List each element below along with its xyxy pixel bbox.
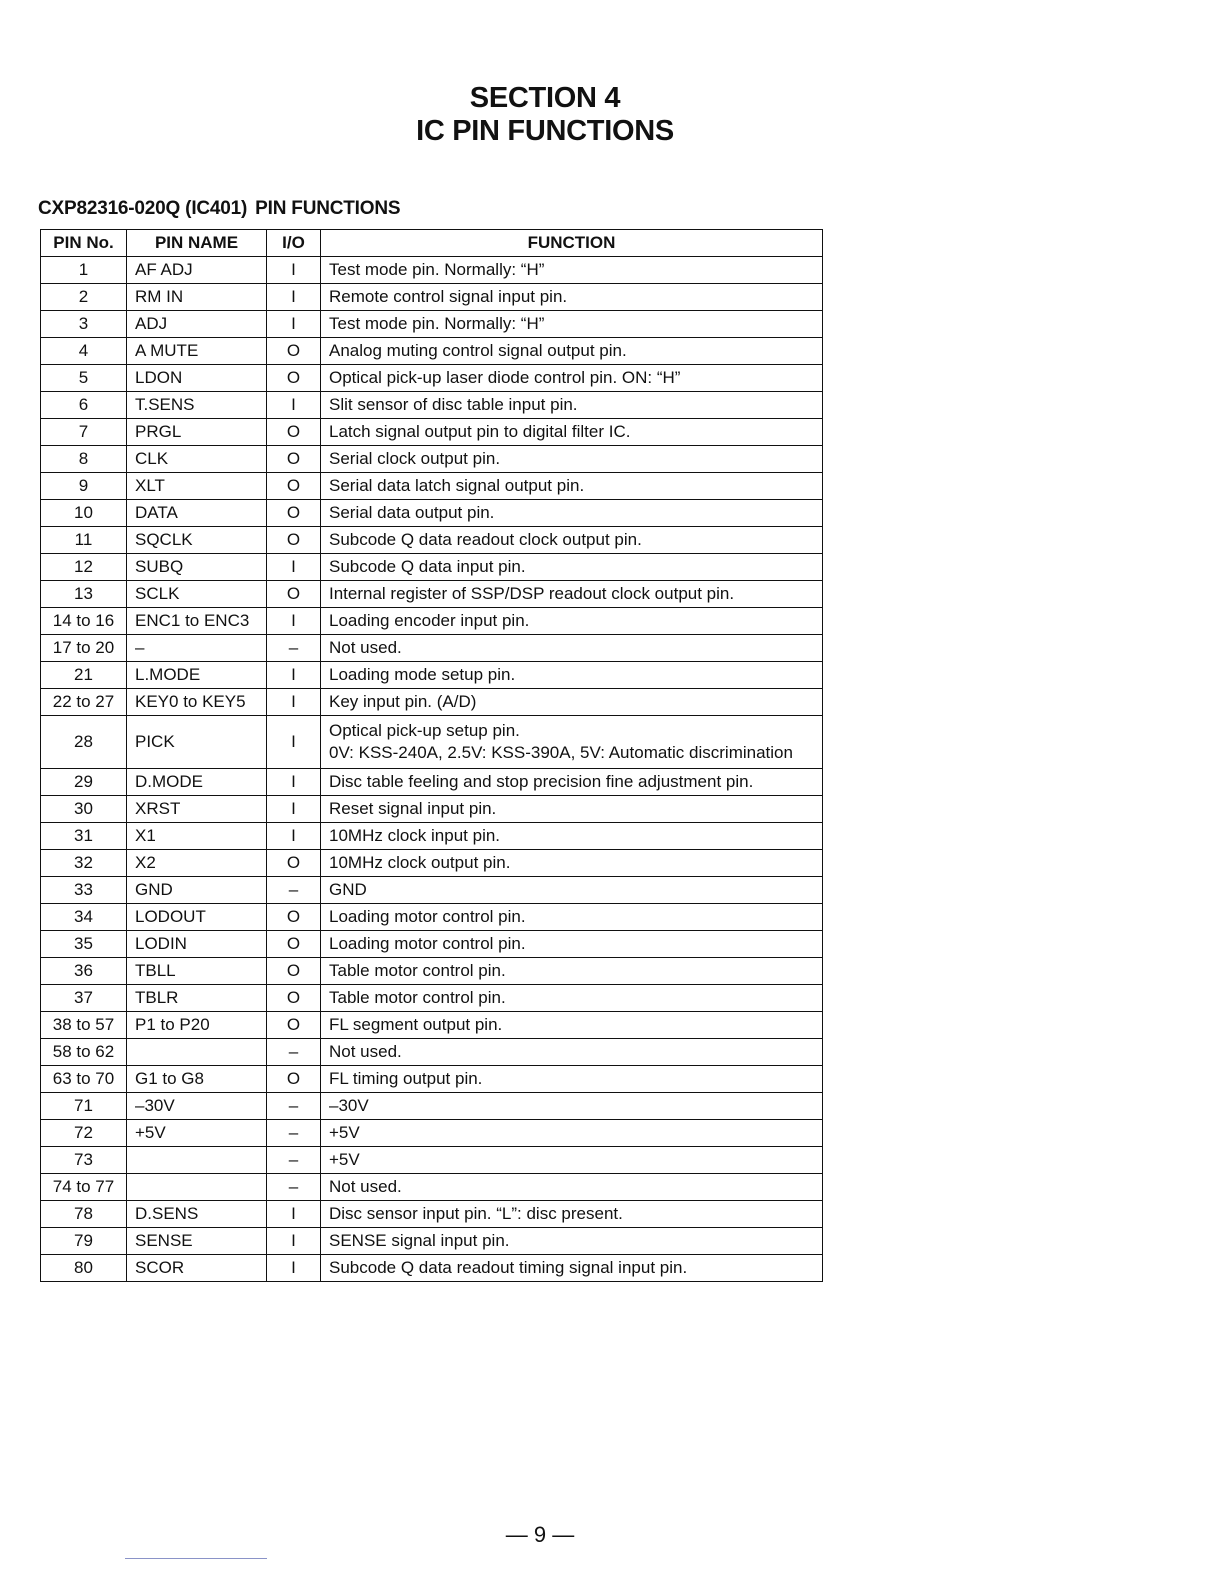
table-row: [41, 931, 823, 958]
io-cell: O: [267, 931, 321, 958]
function-text: Table motor control pin.: [329, 961, 506, 980]
function-cell: [321, 1201, 823, 1228]
pin-name-cell: SQCLK: [127, 527, 267, 554]
pin-name-cell: P1 to P20: [127, 1012, 267, 1039]
pin-name-cell: –: [127, 635, 267, 662]
pin-number-cell: 22 to 27: [41, 689, 127, 716]
function-text: SENSE signal input pin.: [329, 1231, 510, 1250]
function-cell: [321, 608, 823, 635]
function-text: Not used.: [329, 1042, 402, 1061]
io-cell: I: [267, 311, 321, 338]
table-row: [41, 796, 823, 823]
io-cell: I: [267, 1201, 321, 1228]
function-text: 10MHz clock input pin.: [329, 826, 501, 845]
io-cell: O: [267, 850, 321, 877]
function-text: Internal register of SSP/DSP readout clock output pin.: [329, 584, 735, 603]
pin-functions-table: [40, 229, 823, 1282]
pin-name-cell: +5V: [127, 1120, 267, 1147]
io-cell: –: [267, 877, 321, 904]
pin-number-cell: 10: [41, 500, 127, 527]
pin-number-cell: 13: [41, 581, 127, 608]
pin-name-cell: SCLK: [127, 581, 267, 608]
function-cell: [321, 311, 823, 338]
function-text: Serial data latch signal output pin.: [329, 476, 585, 495]
io-cell: O: [267, 1012, 321, 1039]
table-row: [41, 985, 823, 1012]
io-cell: I: [267, 716, 321, 769]
function-cell: [321, 931, 823, 958]
pin-name-cell: [127, 1174, 267, 1201]
pin-number-cell: 9: [41, 473, 127, 500]
section-heading: SECTION 4: [469, 82, 621, 114]
pin-name-cell: KEY0 to KEY5: [127, 689, 267, 716]
table-row: [41, 823, 823, 850]
table-row: [41, 904, 823, 931]
table-row: [41, 716, 823, 769]
pin-name-cell: L.MODE: [127, 662, 267, 689]
column-header-pin-no: PIN No.: [41, 230, 127, 257]
pin-name-cell: LODIN: [127, 931, 267, 958]
function-cell: [321, 1255, 823, 1282]
pin-name-cell: T.SENS: [127, 392, 267, 419]
function-text: FL segment output pin.: [329, 1015, 503, 1034]
io-cell: –: [267, 1120, 321, 1147]
pin-number-cell: 12: [41, 554, 127, 581]
table-header-row: [41, 230, 823, 257]
function-text: Remote control signal input pin.: [329, 287, 568, 306]
page-title: IC PIN FUNCTIONS: [416, 115, 674, 147]
io-cell: O: [267, 419, 321, 446]
pin-number-cell: 7: [41, 419, 127, 446]
function-cell: [321, 796, 823, 823]
table-row: [41, 769, 823, 796]
pin-number-cell: 79: [41, 1228, 127, 1255]
table-row: [41, 581, 823, 608]
pin-number-cell: 2: [41, 284, 127, 311]
pin-number-cell: 74 to 77: [41, 1174, 127, 1201]
pin-number-cell: 34: [41, 904, 127, 931]
column-header-io: I/O: [267, 230, 321, 257]
pin-number-cell: 37: [41, 985, 127, 1012]
pin-number-cell: 63 to 70: [41, 1066, 127, 1093]
pin-name-cell: CLK: [127, 446, 267, 473]
io-cell: O: [267, 985, 321, 1012]
io-cell: I: [267, 608, 321, 635]
pin-number-cell: 14 to 16: [41, 608, 127, 635]
io-cell: O: [267, 958, 321, 985]
table-row: [41, 958, 823, 985]
pin-name-cell: A MUTE: [127, 338, 267, 365]
pin-name-cell: X1: [127, 823, 267, 850]
io-cell: O: [267, 365, 321, 392]
table-row: [41, 1093, 823, 1120]
io-cell: I: [267, 284, 321, 311]
io-cell: I: [267, 662, 321, 689]
pin-name-cell: ADJ: [127, 311, 267, 338]
function-cell: [321, 581, 823, 608]
io-cell: O: [267, 581, 321, 608]
function-text: Disc table feeling and stop precision fine adjustment pin.: [329, 772, 754, 791]
function-cell: [321, 527, 823, 554]
io-cell: I: [267, 823, 321, 850]
pin-name-cell: TBLL: [127, 958, 267, 985]
pin-number-cell: 29: [41, 769, 127, 796]
pin-number-cell: 30: [41, 796, 127, 823]
pin-number-cell: 72: [41, 1120, 127, 1147]
table-row: [41, 608, 823, 635]
pin-number-cell: 35: [41, 931, 127, 958]
table-row: [41, 1012, 823, 1039]
function-cell: [321, 392, 823, 419]
function-text: Not used.: [329, 638, 402, 657]
table-row: [41, 338, 823, 365]
table-row: [41, 1174, 823, 1201]
pin-number-cell: 31: [41, 823, 127, 850]
pin-name-cell: PICK: [127, 716, 267, 769]
table-row: [41, 527, 823, 554]
function-text: 10MHz clock output pin.: [329, 853, 511, 872]
function-text: Subcode Q data input pin.: [329, 557, 526, 576]
table-row: [41, 877, 823, 904]
pin-name-cell: D.SENS: [127, 1201, 267, 1228]
function-text: Optical pick-up setup pin.: [329, 721, 520, 740]
function-text: Latch signal output pin to digital filter IC.: [329, 422, 631, 441]
function-cell: [321, 1093, 823, 1120]
table-row: [41, 392, 823, 419]
function-cell: [321, 365, 823, 392]
table-caption: [38, 198, 400, 220]
column-header-pin-name: PIN NAME: [127, 230, 267, 257]
io-cell: I: [267, 769, 321, 796]
pin-number-cell: 36: [41, 958, 127, 985]
pin-name-cell: XRST: [127, 796, 267, 823]
table-row: [41, 635, 823, 662]
table-row: [41, 284, 823, 311]
pin-number-cell: 6: [41, 392, 127, 419]
column-header-function: FUNCTION: [321, 230, 823, 257]
function-cell: [321, 877, 823, 904]
io-cell: O: [267, 527, 321, 554]
function-cell: [321, 419, 823, 446]
pin-name-cell: XLT: [127, 473, 267, 500]
function-cell: [321, 850, 823, 877]
table-row: [41, 1066, 823, 1093]
function-cell: [321, 1066, 823, 1093]
function-cell: [321, 1039, 823, 1066]
function-cell: [321, 284, 823, 311]
pin-number-cell: 3: [41, 311, 127, 338]
function-cell: [321, 769, 823, 796]
function-text: +5V: [329, 1123, 360, 1142]
table-row: [41, 473, 823, 500]
pin-name-cell: SCOR: [127, 1255, 267, 1282]
io-cell: O: [267, 904, 321, 931]
pin-number-cell: 11: [41, 527, 127, 554]
pin-number-cell: 78: [41, 1201, 127, 1228]
pin-name-cell: LDON: [127, 365, 267, 392]
io-cell: O: [267, 1066, 321, 1093]
function-text: FL timing output pin.: [329, 1069, 483, 1088]
function-text: Reset signal input pin.: [329, 799, 497, 818]
io-cell: –: [267, 1093, 321, 1120]
io-cell: O: [267, 500, 321, 527]
function-text: Test mode pin. Normally: “H”: [329, 260, 545, 279]
io-cell: I: [267, 1255, 321, 1282]
pin-number-cell: 28: [41, 716, 127, 769]
table-row: [41, 419, 823, 446]
table-row: [41, 554, 823, 581]
function-text: Analog muting control signal output pin.: [329, 341, 627, 360]
pin-name-cell: RM IN: [127, 284, 267, 311]
table-row: [41, 1228, 823, 1255]
caption-label: PIN FUNCTIONS: [255, 198, 401, 219]
pin-number-cell: 58 to 62: [41, 1039, 127, 1066]
table-row: [41, 689, 823, 716]
function-cell: [321, 985, 823, 1012]
function-cell: [321, 500, 823, 527]
table-row: [41, 500, 823, 527]
function-cell: [321, 635, 823, 662]
function-text: Serial clock output pin.: [329, 449, 501, 468]
pin-number-cell: 32: [41, 850, 127, 877]
pin-name-cell: PRGL: [127, 419, 267, 446]
function-text: +5V: [329, 1150, 360, 1169]
pin-name-cell: DATA: [127, 500, 267, 527]
function-text: Serial data output pin.: [329, 503, 495, 522]
pin-name-cell: TBLR: [127, 985, 267, 1012]
io-cell: I: [267, 554, 321, 581]
function-cell: [321, 473, 823, 500]
function-text: GND: [329, 880, 367, 899]
function-text: Subcode Q data readout clock output pin.: [329, 530, 642, 549]
function-cell: [321, 1228, 823, 1255]
function-text: Disc sensor input pin. “L”: disc present.: [329, 1204, 623, 1223]
pin-number-cell: 38 to 57: [41, 1012, 127, 1039]
function-cell: [321, 338, 823, 365]
table-row: [41, 446, 823, 473]
function-cell: [321, 446, 823, 473]
pin-name-cell: SENSE: [127, 1228, 267, 1255]
io-cell: I: [267, 392, 321, 419]
footer-rule: [125, 1558, 267, 1559]
function-text: Test mode pin. Normally: “H”: [329, 314, 545, 333]
pin-number-cell: 8: [41, 446, 127, 473]
table-row: [41, 1201, 823, 1228]
function-cell: [321, 1174, 823, 1201]
io-cell: O: [267, 473, 321, 500]
function-text: 0V: KSS-240A, 2.5V: KSS-390A, 5V: Automatic discrimination: [329, 743, 793, 762]
function-cell: [321, 823, 823, 850]
table-row: [41, 311, 823, 338]
pin-name-cell: LODOUT: [127, 904, 267, 931]
io-cell: O: [267, 446, 321, 473]
pin-name-cell: –30V: [127, 1093, 267, 1120]
function-text: Key input pin. (A/D): [329, 692, 477, 711]
table-row: [41, 850, 823, 877]
function-text: Loading motor control pin.: [329, 934, 526, 953]
io-cell: I: [267, 689, 321, 716]
table-row: [41, 1255, 823, 1282]
pin-number-cell: 21: [41, 662, 127, 689]
pin-name-cell: ENC1 to ENC3: [127, 608, 267, 635]
io-cell: I: [267, 796, 321, 823]
part-number: CXP82316-020Q (IC401): [38, 198, 248, 219]
table-row: [41, 1039, 823, 1066]
table-row: [41, 1147, 823, 1174]
pin-number-cell: 80: [41, 1255, 127, 1282]
io-cell: –: [267, 635, 321, 662]
pin-number-cell: 17 to 20: [41, 635, 127, 662]
io-cell: –: [267, 1147, 321, 1174]
pin-number-cell: 1: [41, 257, 127, 284]
function-cell: [321, 1120, 823, 1147]
io-cell: I: [267, 1228, 321, 1255]
function-cell: [321, 1147, 823, 1174]
function-cell: [321, 1012, 823, 1039]
function-text: –30V: [329, 1096, 369, 1115]
table-body: [41, 257, 823, 1282]
pin-name-cell: SUBQ: [127, 554, 267, 581]
function-text: Optical pick-up laser diode control pin. ON: “H”: [329, 368, 681, 387]
function-text: Loading encoder input pin.: [329, 611, 530, 630]
pin-number-cell: 73: [41, 1147, 127, 1174]
function-text: Loading mode setup pin.: [329, 665, 516, 684]
io-cell: I: [267, 257, 321, 284]
function-cell: [321, 554, 823, 581]
function-cell: [321, 689, 823, 716]
function-cell: [321, 904, 823, 931]
pin-number-cell: 71: [41, 1093, 127, 1120]
pin-name-cell: [127, 1147, 267, 1174]
pin-number-cell: 33: [41, 877, 127, 904]
function-cell: [321, 662, 823, 689]
table-row: [41, 257, 823, 284]
function-text: Loading motor control pin.: [329, 907, 526, 926]
table-row: [41, 1120, 823, 1147]
function-cell: [321, 716, 823, 769]
pin-name-cell: D.MODE: [127, 769, 267, 796]
function-text: Subcode Q data readout timing signal input pin.: [329, 1258, 688, 1277]
pin-name-cell: [127, 1039, 267, 1066]
pin-number-cell: 5: [41, 365, 127, 392]
function-cell: [321, 257, 823, 284]
page-number: — 9 —: [505, 1522, 575, 1547]
function-cell: [321, 958, 823, 985]
table-row: [41, 365, 823, 392]
pin-number-cell: 4: [41, 338, 127, 365]
io-cell: –: [267, 1174, 321, 1201]
table-row: [41, 662, 823, 689]
pin-name-cell: AF ADJ: [127, 257, 267, 284]
function-text: Not used.: [329, 1177, 402, 1196]
pin-name-cell: G1 to G8: [127, 1066, 267, 1093]
function-text: Slit sensor of disc table input pin.: [329, 395, 578, 414]
io-cell: O: [267, 338, 321, 365]
function-text: Table motor control pin.: [329, 988, 506, 1007]
io-cell: –: [267, 1039, 321, 1066]
pin-name-cell: X2: [127, 850, 267, 877]
pin-name-cell: GND: [127, 877, 267, 904]
